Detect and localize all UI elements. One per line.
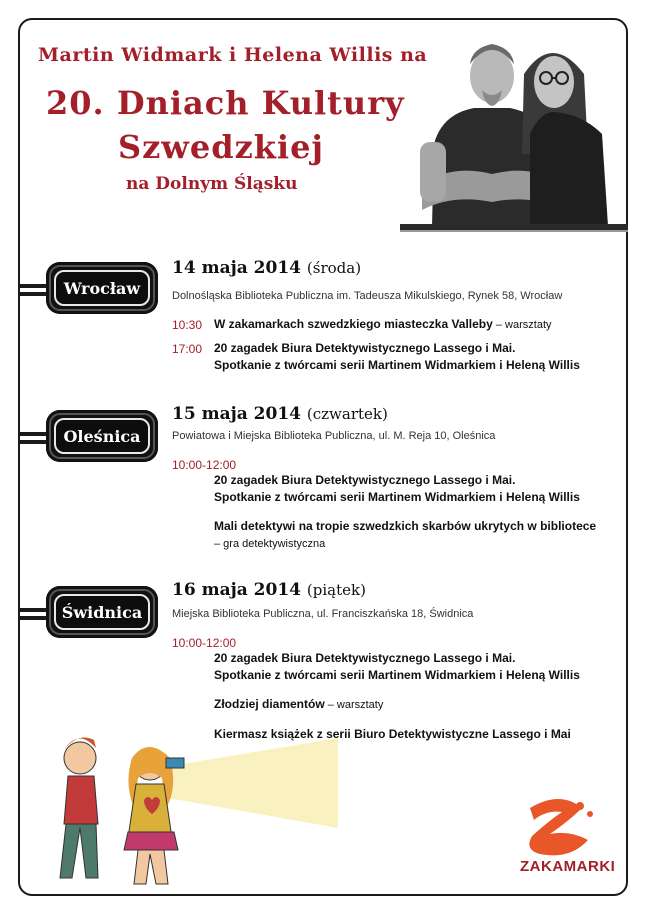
event-item <box>214 472 580 506</box>
event-item <box>214 650 580 684</box>
event-title: Mali detektywi na tropie szwedzkich skarbów ukrytych w bibliotece <box>214 519 597 533</box>
event-tag: – warsztaty <box>492 319 552 331</box>
kids-flashlight-illustration <box>38 728 338 888</box>
title-line-1: 20. Dniach Kultury <box>46 84 405 122</box>
event-tag: – gra detektywistyczna <box>214 538 326 550</box>
event-item <box>214 316 552 334</box>
event-title: 20 zagadek Biura Detektywistycznego Lassego i Mai. <box>214 473 516 487</box>
event-title: 20 zagadek Biura Detektywistycznego Lassego i Mai. <box>214 341 516 355</box>
logo-text: ZAKAMARKI <box>520 858 616 875</box>
event-item <box>214 696 383 714</box>
event-venue: Miejska Biblioteka Publiczna, ul. Franciszkańska 18, Świdnica <box>172 608 474 620</box>
event-title: Kiermasz książek z serii Biuro Detektywistyczne Lassego i Mai <box>214 727 571 741</box>
city-sign-olesnica <box>18 410 160 464</box>
date-text: 14 maja 2014 <box>172 258 301 278</box>
event-title: Złodziej diamentów <box>214 697 325 711</box>
event-venue: Powiatowa i Miejska Biblioteka Publiczna, ul. M. Reja 10, Oleśnica <box>172 430 496 442</box>
weekday: (środa) <box>306 259 362 277</box>
event-title: W zakamarkach szwedzkiego miasteczka Valleby <box>214 317 493 331</box>
event-time: 17:00 <box>172 342 203 356</box>
event-subtitle: Spotkanie z twórcami serii Martinem Widmarkiem i Heleną Willis <box>214 358 580 372</box>
photo-shelf-line <box>400 230 628 232</box>
date-text: 16 maja 2014 <box>172 580 301 600</box>
event-time-range: 10:00-12:00 <box>172 458 237 472</box>
city-sign-swidnica <box>18 586 160 640</box>
event-item <box>214 518 596 553</box>
event-date <box>172 580 366 600</box>
date-text: 15 maja 2014 <box>172 404 301 424</box>
event-venue: Dolnośląska Biblioteka Publiczna im. Tadeusza Mikulskiego, Rynek 58, Wrocław <box>172 290 563 302</box>
header-intro: Martin Widmark i Helena Willis na <box>38 44 428 66</box>
event-subtitle: Spotkanie z twórcami serii Martinem Widmarkiem i Heleną Willis <box>214 490 580 504</box>
city-sign-wroclaw <box>18 262 160 316</box>
event-date <box>172 404 388 424</box>
city-label: Wrocław <box>54 270 150 306</box>
weekday: (piątek) <box>306 581 366 599</box>
event-time-range: 10:00-12:00 <box>172 636 237 650</box>
event-tag: – warsztaty <box>324 699 384 711</box>
event-date <box>172 258 361 278</box>
city-label: Oleśnica <box>54 418 150 454</box>
weekday: (czwartek) <box>306 405 388 423</box>
event-subtitle: Spotkanie z twórcami serii Martinem Widmarkiem i Heleną Willis <box>214 668 580 682</box>
event-item <box>214 340 580 374</box>
city-label: Świdnica <box>54 594 150 630</box>
event-time: 10:30 <box>172 318 203 332</box>
authors-photo <box>412 34 626 226</box>
title-line-2: Szwedzkiej <box>118 128 324 166</box>
header-region: na Dolnym Śląsku <box>126 174 298 194</box>
event-title: 20 zagadek Biura Detektywistycznego Lassego i Mai. <box>214 651 516 665</box>
